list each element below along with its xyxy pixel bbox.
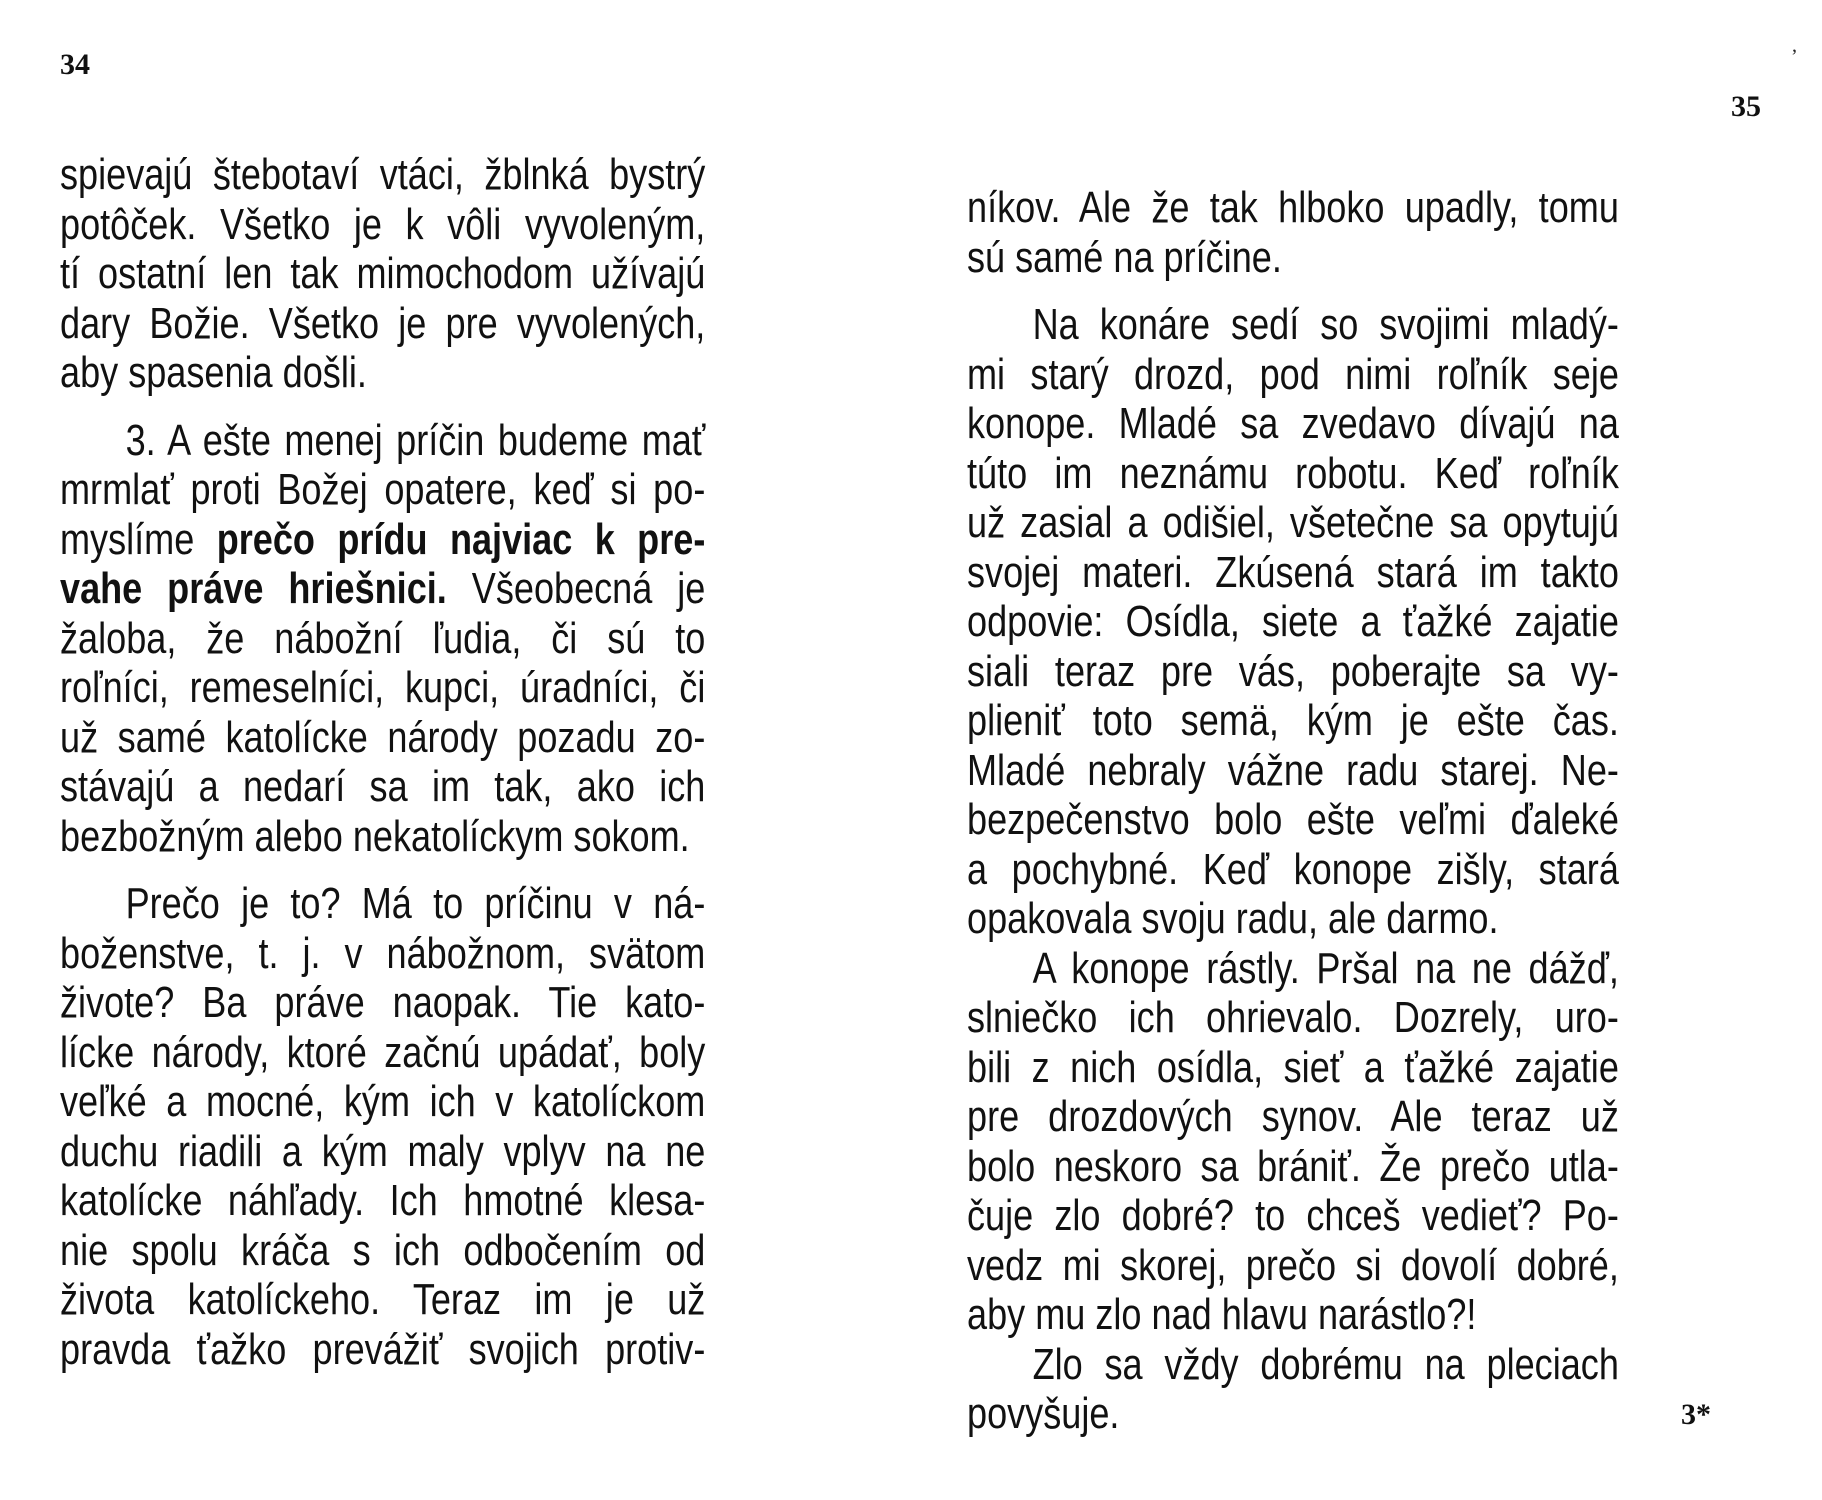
text-line: už samé katolícke národy pozadu zo-	[60, 712, 706, 762]
text-line: života katolíckeho. Teraz im je už	[60, 1275, 706, 1324]
text-line: duchu riadili a kým maly vplyv na ne	[60, 1126, 706, 1176]
text-line: živote? Ba práve naopak. Tie kato-	[60, 978, 706, 1027]
text-line: aby spasenia došli.	[60, 348, 367, 397]
text-line: mi starý drozd, pod nimi roľník seje	[967, 349, 1619, 399]
text-line: už zasial a odišiel, všetečne sa opytujú	[967, 498, 1619, 547]
text-line: aby mu zlo nad hlavu narástlo?!	[967, 1290, 1477, 1339]
left-page-text	[60, 150, 705, 1374]
text-line: A konope rástly. Pršal na ne dážď,	[1032, 943, 1619, 993]
signature-mark: 3*	[1681, 1398, 1711, 1431]
text-line: mrmlať proti Božej opatere, keď si po-	[60, 465, 706, 514]
text-line: veľké a mocné, kým ich v katolíckom	[60, 1077, 706, 1126]
left-page-number: 34	[60, 48, 90, 81]
paragraph-gap	[60, 398, 705, 416]
text-line: a pochybné. Keď konope zišly, stará	[967, 844, 1619, 894]
text-run: Všeobecná je	[471, 564, 706, 613]
ink-fleck: ʼ	[1791, 46, 1798, 68]
right-page	[911, 0, 1822, 1500]
text-line: katolícke náhľady. Ich hmotné klesa-	[60, 1176, 706, 1225]
text-line: túto im neznámu robotu. Keď roľník	[967, 448, 1619, 498]
right-page-number: 35	[1731, 90, 1761, 123]
text-line: čuje zlo dobré? to chceš vedieť? Po-	[967, 1191, 1619, 1240]
text-line: bolo neskoro sa brániť. Že prečo utla-	[967, 1141, 1619, 1191]
text-line: nie spolu kráča s ich odbočením od	[60, 1225, 706, 1275]
text-line: slniečko ich ohrievalo. Dozrely, uro-	[967, 993, 1619, 1042]
text-line: siali teraz pre vás, poberajte sa vy-	[967, 646, 1619, 696]
text-line: 3. A ešte menej príčin budeme mať	[125, 415, 706, 465]
text-line: níkov. Ale že tak hlboko upadly, tomu	[967, 183, 1619, 232]
text-line: Prečo je to? Má to príčinu v ná-	[125, 879, 706, 928]
text-run: myslíme	[60, 514, 195, 564]
text-line: stávajú a nedarí sa im tak, ako ich	[60, 762, 706, 811]
text-line: lícke národy, ktoré začnú upádať, boly	[60, 1027, 706, 1077]
text-line: svojej materi. Zkúsená stará im takto	[967, 547, 1619, 597]
paragraph-gap	[60, 861, 705, 879]
text-line: boženstve, t. j. v nábožnom, svätom	[60, 928, 706, 978]
text-line: plieniť toto semä, kým je ešte čas.	[967, 696, 1619, 745]
text-line: bezpečenstvo bolo ešte veľmi ďaleké	[967, 795, 1619, 844]
text-line: tí ostatní len tak mimochodom užívajú	[60, 249, 706, 298]
bold-emphasis: prečo prídu najviac k pre-	[216, 514, 706, 564]
text-line: Mladé nebraly vážne radu starej. Ne-	[967, 745, 1619, 795]
text-line: potôček. Všetko je k vôli vyvoleným,	[60, 199, 706, 249]
text-line: dary Božie. Všetko je pre vyvolených,	[60, 298, 706, 348]
text-line: Zlo sa vždy dobrému na pleciach	[1032, 1339, 1619, 1389]
text-line: sú samé na príčine.	[967, 232, 1282, 282]
text-line: bezbožným alebo nekatolíckym sokom.	[60, 811, 690, 861]
text-line: spievajú štebotaví vtáci, žblnká bystrý	[60, 150, 706, 199]
text-line: povyšuje.	[967, 1389, 1120, 1438]
text-line: pravda ťažko prevážiť svojich protiv-	[60, 1324, 706, 1374]
text-line-mixed	[60, 515, 705, 565]
text-line: konope. Mladé sa zvedavo dívajú na	[967, 399, 1619, 448]
text-line: bili z nich osídla, sieť a ťažké zajatie	[967, 1042, 1619, 1092]
text-line: pre drozdových synov. Ale teraz už	[967, 1092, 1619, 1141]
text-line: žaloba, že nábožní ľudia, či sú to	[60, 613, 706, 663]
text-line: vedz mi skorej, prečo si dovolí dobré,	[967, 1240, 1619, 1290]
text-line: roľníci, remeselníci, kupci, úradníci, či	[60, 663, 706, 712]
bold-emphasis: vahe práve hriešnici.	[60, 564, 447, 613]
text-line: odpovie: Osídla, siete a ťažké zajatie	[967, 597, 1619, 646]
text-line-mixed	[60, 564, 705, 614]
text-line: Na konáre sedí so svojimi mladý-	[1032, 300, 1619, 349]
paragraph-gap	[967, 282, 1619, 300]
right-page-text	[967, 183, 1619, 1439]
text-line: opakovala svoju radu, ale darmo.	[967, 894, 1499, 943]
